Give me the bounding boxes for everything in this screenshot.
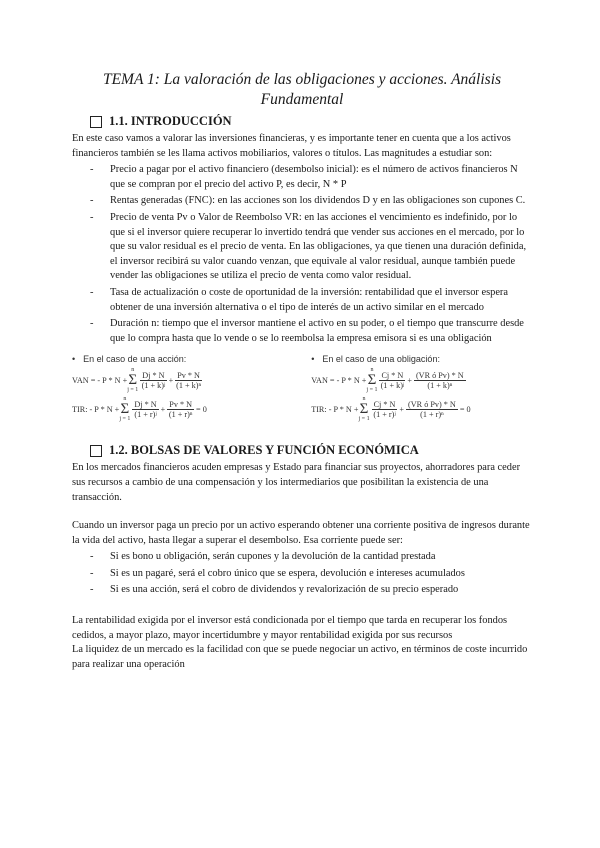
list-item: - Duración n: tiempo que el inversor mantiene el activo en su poder, o el tiempo que transcurre desde que lo compra hasta que lo vende o se lo reembolsa la empresa emisora si es una obligación: [90, 318, 524, 344]
magnitudes-list: [72, 163, 532, 346]
list-item: - Rentas generadas (FNC): en las acciones son los dividendos D y en las obligaciones son cupones C.: [90, 195, 526, 207]
document-title: TEMA 1: La valoración de las obligaciones y acciones. Análisis Fundamental: [102, 71, 502, 108]
list-item: - Si es un pagaré, será el cobro único que se espera, devolución e intereses acumulados: [90, 567, 465, 579]
intro-paragraph: En este caso vamos a valorar las inversiones financieras, y es importante tener en cuenta que a los activos financieros también se les llama activos mobiliarios, valores o títulos. Las magnitudes a estudiar son:: [72, 133, 511, 159]
van-obligacion-equation: VAN = - P * N + n Σ j = 1 $\frac{Cj * N}{\text{(1 + k)ʲ}}$ + $\frac{\text{(VR ó Pv) * N}}{\text{(1 + k)ⁿ}}$: [311, 367, 464, 394]
section-heading-bolsas: 1.2. BOLSAS DE VALORES Y FUNCIÓN ECONÓMICA: [90, 443, 532, 458]
list-item: - Si es bono u obligación, serán cupones y la devolución de la cantidad prestada: [90, 551, 436, 563]
list-item: - Precio de venta Pv o Valor de Reembolso VR: en las acciones el vencimiento es indefinido, por lo que si el inversor quiere recuperar lo invertido tendrá que vender sus acciones en el mercado, por lo que su valor residual es el precio de venta. En las obligaciones, ya que tienen una duración definida, el inversor recibirá su valor cuando venzan, que equivale al valor residual, aunque también puede vender las obligaciones se utiliza el precio de venta como valor residual.: [90, 211, 527, 282]
paragraph: Cuando un inversor paga un precio por un activo esperando obtener una corriente positiva de ingresos durante la vida del activo, hasta llegar a superar el desembolso. Esa corriente puede ser:: [72, 520, 530, 546]
formulas-image: [72, 354, 532, 425]
checkbox-icon: [90, 445, 102, 457]
tir-accion-equation: TIR: - P * N + n Σ j = 1 $\frac{Dj * N}{\text{(1 + r)ʲ}}$ + $\frac{Pv * N}{\text{(1 + r)ⁿ}}$ = 0: [72, 396, 207, 423]
formula-obligacion: • En el caso de una obligación: VAN = - P * N + n Σ j = 1 $\frac{Cj * N}{\text{(1 + k)ʲ}}$ + $\frac{\text{(VR ó Pv) * N}}{\text{(1 + k)ⁿ}}$ TIR: - P * N + n Σ j = 1 $\frac{Cj * N}{\text{(1 + r)ʲ}}$ + $\frac{\text{(VR ó Pv) * N}}{\text{(1 + r)ⁿ}}$ = 0: [311, 354, 532, 425]
section-heading-introduccion: 1.1. INTRODUCCIÓN: [90, 114, 532, 129]
paragraph: En los mercados financieros acuden empresas y Estado para financiar sus proyectos, ahorradores para ceder sus recursos a cambio de una compensación y los intermediarios que posibilitan la existencia de una transacción.: [72, 462, 521, 503]
list-item: - Si es una acción, será el cobro de dividendos y revalorización de su precio esperado: [90, 584, 459, 596]
list-item: - Tasa de actualización o coste de oportunidad de la inversión: rentabilidad que el inversor espera obtener de una inversión alternativa o el tipo de interés de un activo similar en el mercado: [90, 286, 509, 313]
checkbox-icon: [90, 116, 102, 128]
tir-obligacion-equation: TIR: - P * N + n Σ j = 1 $\frac{Cj * N}{\text{(1 + r)ʲ}}$ + $\frac{\text{(VR ó Pv) * N}}{\text{(1 + r)ⁿ}}$ = 0: [311, 396, 471, 423]
formula-accion: • En el caso de una acción: VAN = - P * N + n Σ j = 1 $\frac{Dj * N}{\text{(1 + k)ʲ}}$ + $\frac{Pv * N}{\text{(1 + k)ⁿ}}$ TIR: - P * N + n Σ j = 1 $\frac{Dj * N}{\text{(1 + r)ʲ}}$ + $\frac{Pv * N}{\text{(1 + r)ⁿ}}$ = 0: [72, 354, 293, 425]
paragraph: La liquidez de un mercado es la facilidad con que se puede negociar un activo, en términos de coste incurrido para realizar una operación: [72, 644, 528, 670]
list-item: - Precio a pagar por el activo financiero (desembolso inicial): es el número de activos financieros N que se compran por el precio del activo P, es decir, N * P: [90, 164, 518, 190]
paragraph: La rentabilidad exigida por el inversor está condicionada por el tiempo que tarda en recuperar los fondos cedidos, a mayor plazo, mayor incertidumbre y mayor rentabilidad exigida por sus recursos: [72, 615, 508, 641]
corriente-list: [72, 550, 532, 598]
document-page: [72, 70, 532, 672]
van-accion-equation: VAN = - P * N + n Σ j = 1 $\frac{Dj * N}{\text{(1 + k)ʲ}}$ + $\frac{Pv * N}{\text{(1 + k)ⁿ}}$: [72, 367, 202, 394]
